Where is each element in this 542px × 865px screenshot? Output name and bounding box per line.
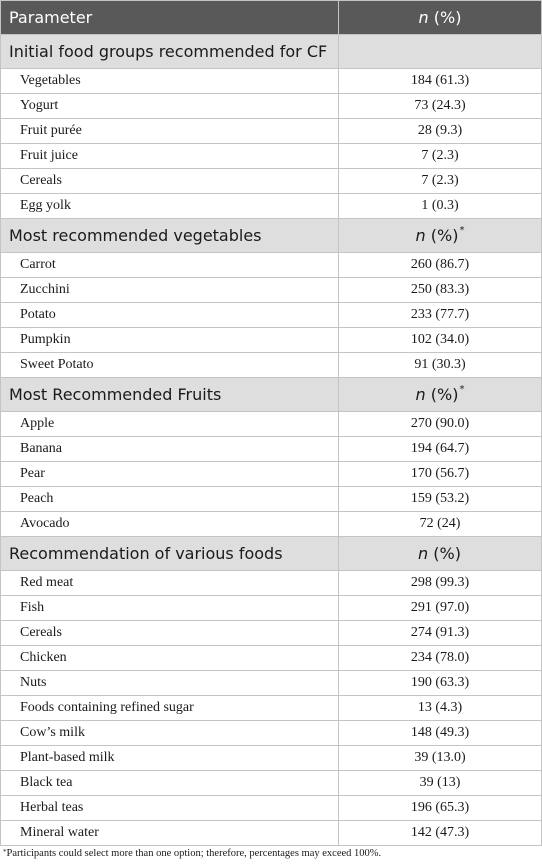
section-col-pct: (%) [433,544,461,563]
row-value: 194 (64.7) [339,437,542,462]
row-value: 196 (65.3) [339,796,542,821]
table-row [1,671,542,696]
row-value: 13 (4.3) [339,696,542,721]
header-parameter: Parameter [1,1,339,35]
row-value: 148 (49.3) [339,721,542,746]
row-label: Peach [1,487,339,512]
header-n: n [418,8,429,27]
section-col-label [339,219,542,253]
row-value: 7 (2.3) [339,144,542,169]
table-row [1,194,542,219]
section-header-row [1,537,542,571]
table-row [1,69,542,94]
row-value: 270 (90.0) [339,412,542,437]
section-header-row [1,219,542,253]
table-row [1,646,542,671]
header-pct: (%) [433,8,462,27]
table-row [1,119,542,144]
row-value: 190 (63.3) [339,671,542,696]
row-label: Egg yolk [1,194,339,219]
table-row [1,746,542,771]
section-col-pct: (%) [430,226,459,245]
row-label: Yogurt [1,94,339,119]
row-label: Apple [1,412,339,437]
row-label: Black tea [1,771,339,796]
section-col-footnote-mark: * [459,225,465,236]
table-row [1,169,542,194]
table-row [1,821,542,846]
table-row [1,303,542,328]
row-value: 28 (9.3) [339,119,542,144]
row-label: Foods containing refined sugar [1,696,339,721]
table-row [1,94,542,119]
header-n-percent [339,1,542,35]
table-row [1,512,542,537]
row-label: Banana [1,437,339,462]
section-col-pct: (%) [430,385,459,404]
row-value: 39 (13) [339,771,542,796]
row-label: Fish [1,596,339,621]
table-row [1,796,542,821]
footnote-text: Participants could select more than one option; therefore, percentages may exceed 100%. [6,848,382,859]
section-col-footnote-mark: * [459,384,465,395]
table-row [1,721,542,746]
row-value: 250 (83.3) [339,278,542,303]
row-label: Fruit juice [1,144,339,169]
row-label: Chicken [1,646,339,671]
section-title: Most Recommended Fruits [1,378,339,412]
row-value: 142 (47.3) [339,821,542,846]
table-row [1,696,542,721]
row-value: 234 (78.0) [339,646,542,671]
section-col-label [339,35,542,69]
row-value: 73 (24.3) [339,94,542,119]
row-value: 159 (53.2) [339,487,542,512]
row-label: Potato [1,303,339,328]
row-value: 102 (34.0) [339,328,542,353]
row-label: Carrot [1,253,339,278]
row-label: Plant-based milk [1,746,339,771]
row-label: Fruit purée [1,119,339,144]
row-value: 91 (30.3) [339,353,542,378]
section-title: Most recommended vegetables [1,219,339,253]
table-row [1,771,542,796]
row-label: Red meat [1,571,339,596]
row-value: 274 (91.3) [339,621,542,646]
row-label: Pear [1,462,339,487]
row-value: 72 (24) [339,512,542,537]
row-value: 291 (97.0) [339,596,542,621]
row-value: 7 (2.3) [339,169,542,194]
table-row [1,437,542,462]
section-col-label [339,537,542,571]
table-row [1,278,542,303]
section-col-n: n [415,226,426,245]
row-label: Vegetables [1,69,339,94]
table-row [1,596,542,621]
section-title: Initial food groups recommended for CF [1,35,339,69]
row-label: Herbal teas [1,796,339,821]
row-value: 1 (0.3) [339,194,542,219]
section-col-n: n [418,544,429,563]
row-label: Cow’s milk [1,721,339,746]
table-row [1,253,542,278]
table-row [1,328,542,353]
row-value: 260 (86.7) [339,253,542,278]
row-label: Sweet Potato [1,353,339,378]
table-header-row [1,1,542,35]
table-row [1,571,542,596]
footnote [3,848,542,859]
row-value: 184 (61.3) [339,69,542,94]
table-row [1,487,542,512]
section-header-row [1,35,542,69]
row-label: Pumpkin [1,328,339,353]
row-value: 298 (99.3) [339,571,542,596]
table-row [1,412,542,437]
row-label: Mineral water [1,821,339,846]
row-label: Cereals [1,621,339,646]
row-label: Cereals [1,169,339,194]
table-body [1,1,542,846]
row-label: Zucchini [1,278,339,303]
row-label: Avocado [1,512,339,537]
row-value: 233 (77.7) [339,303,542,328]
footnote-mark: * [3,848,7,856]
section-col-n: n [415,385,426,404]
row-label: Nuts [1,671,339,696]
section-header-row [1,378,542,412]
table-row [1,621,542,646]
table-row [1,462,542,487]
row-value: 170 (56.7) [339,462,542,487]
row-value: 39 (13.0) [339,746,542,771]
table-row [1,144,542,169]
section-title: Recommendation of various foods [1,537,339,571]
table-row [1,353,542,378]
section-col-label [339,378,542,412]
